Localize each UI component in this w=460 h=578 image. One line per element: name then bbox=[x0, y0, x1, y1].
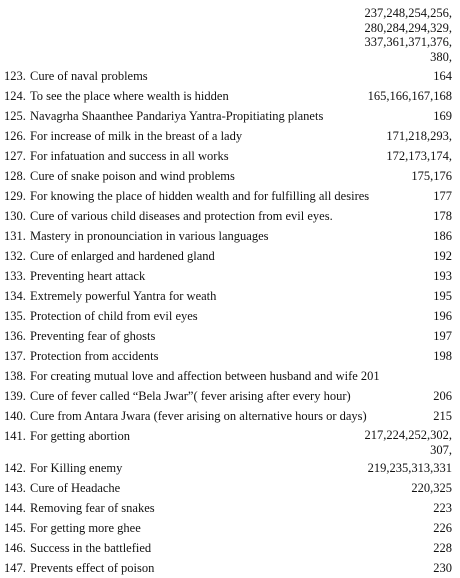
entry-page-numbers bbox=[433, 520, 452, 536]
entry-page-numbers bbox=[433, 288, 452, 304]
entry-page-numbers bbox=[433, 500, 452, 516]
index-entry bbox=[0, 388, 460, 406]
page-numbers-line: 217,224,252,302, bbox=[364, 428, 452, 442]
page-numbers-line: 169 bbox=[433, 109, 452, 123]
entry-page-numbers bbox=[433, 308, 452, 324]
index-entry bbox=[0, 460, 460, 478]
page-numbers-line: 337,361,371,376, bbox=[364, 35, 452, 49]
page-numbers-line: 195 bbox=[433, 289, 452, 303]
index-entry bbox=[0, 428, 460, 457]
page-numbers-line: 193 bbox=[433, 269, 452, 283]
page-numbers-line: 172,173,174, bbox=[386, 149, 452, 163]
entry-page-numbers bbox=[386, 128, 452, 144]
page-numbers-line: 237,248,254,256, bbox=[364, 6, 452, 20]
page-numbers-line: 175,176 bbox=[411, 169, 452, 183]
entry-number: 145. bbox=[4, 521, 26, 535]
page-numbers-line: 192 bbox=[433, 249, 452, 263]
entry-number: 131. bbox=[4, 229, 26, 243]
entry-number: 130. bbox=[4, 209, 26, 223]
entry-title: For Killing enemy bbox=[30, 461, 123, 475]
entry-number: 134. bbox=[4, 289, 26, 303]
page-numbers-line: 186 bbox=[433, 229, 452, 243]
page-numbers-line: 177 bbox=[433, 189, 452, 203]
index-entry bbox=[0, 228, 460, 246]
page-numbers-line: 380, bbox=[430, 49, 452, 64]
entry-number: 126. bbox=[4, 129, 26, 143]
index-entry bbox=[0, 288, 460, 306]
entry-number: 144. bbox=[4, 501, 26, 515]
entry-number: 142. bbox=[4, 461, 26, 475]
entry-title: Cure of various child diseases and protection from evil eyes. bbox=[30, 209, 333, 223]
entry-title: Cure from Antara Jwara (fever arising on alternative hours or days) bbox=[30, 409, 367, 423]
page-numbers-line: 280,284,294,329, bbox=[364, 20, 452, 35]
entry-page-numbers bbox=[433, 188, 452, 204]
entry-title: Protection from accidents bbox=[30, 349, 159, 363]
index-entry bbox=[0, 148, 460, 166]
continuation-page-numbers bbox=[302, 6, 452, 64]
entry-number: 139. bbox=[4, 389, 26, 403]
page-numbers-line: 196 bbox=[433, 309, 452, 323]
page-numbers-line: 171,218,293, bbox=[386, 129, 452, 143]
entry-number: 137. bbox=[4, 349, 26, 363]
entry-title: For increase of milk in the breast of a lady bbox=[30, 129, 243, 143]
page-numbers-line: 215 bbox=[433, 409, 452, 423]
entry-title: Cure of Headache bbox=[30, 481, 121, 495]
entry-title: For getting more ghee bbox=[30, 521, 141, 535]
page-numbers-line: 307, bbox=[430, 442, 452, 457]
entry-page-numbers bbox=[411, 168, 452, 184]
entry-number: 125. bbox=[4, 109, 26, 123]
index-entry bbox=[0, 168, 460, 186]
entry-number: 143. bbox=[4, 481, 26, 495]
entry-title: Cure of fever called “Bela Jwar”( fever arising after every hour) bbox=[30, 389, 351, 403]
entry-title: Extremely powerful Yantra for weath bbox=[30, 289, 217, 303]
page-numbers-line: 178 bbox=[433, 209, 452, 223]
entry-page-numbers bbox=[433, 388, 452, 404]
page-numbers-line: 220,325 bbox=[411, 481, 452, 495]
entry-page-numbers bbox=[433, 68, 452, 84]
entry-title: For getting abortion bbox=[30, 429, 130, 443]
entry-title: Cure of enlarged and hardened gland bbox=[30, 249, 215, 263]
entry-title: Mastery in pronounciation in various languages bbox=[30, 229, 269, 243]
entry-title: Navagrha Shaanthee Pandariya Yantra-Propitiating planets bbox=[30, 109, 324, 123]
page-numbers-line: 223 bbox=[433, 501, 452, 515]
page-numbers-line: 198 bbox=[433, 349, 452, 363]
page-numbers-line: 164 bbox=[433, 69, 452, 83]
index-entry bbox=[0, 500, 460, 518]
entry-title: Protection of child from evil eyes bbox=[30, 309, 198, 323]
index-entry bbox=[0, 560, 460, 578]
entry-number: 135. bbox=[4, 309, 26, 323]
index-entry bbox=[0, 520, 460, 538]
entry-page-numbers bbox=[433, 348, 452, 364]
index-entry bbox=[0, 268, 460, 286]
entry-page-numbers bbox=[433, 108, 452, 124]
entry-title: For infatuation and success in all works bbox=[30, 149, 229, 163]
entry-title: For creating mutual love and affection between husband and wife 201 bbox=[30, 369, 380, 383]
entry-number: 136. bbox=[4, 329, 26, 343]
entry-page-numbers bbox=[433, 228, 452, 244]
entry-number: 124. bbox=[4, 89, 26, 103]
entry-number: 127. bbox=[4, 149, 26, 163]
index-entry bbox=[0, 540, 460, 558]
page-numbers-line: 226 bbox=[433, 521, 452, 535]
index-entry bbox=[0, 308, 460, 326]
index-entry bbox=[0, 188, 460, 206]
page-numbers-line: 228 bbox=[433, 541, 452, 555]
entry-title: For knowing the place of hidden wealth and for fulfilling all desires bbox=[30, 189, 370, 203]
index-entry bbox=[0, 368, 460, 386]
index-entry bbox=[0, 88, 460, 106]
entry-number: 132. bbox=[4, 249, 26, 263]
index-entry bbox=[0, 408, 460, 426]
entry-number: 147. bbox=[4, 561, 26, 575]
index-entry bbox=[0, 68, 460, 86]
index-entry bbox=[0, 348, 460, 366]
index-entry bbox=[0, 248, 460, 266]
entry-title: Success in the battlefied bbox=[30, 541, 152, 555]
page-numbers-line: 230 bbox=[433, 561, 452, 575]
entry-page-numbers bbox=[433, 540, 452, 556]
entry-page-numbers bbox=[411, 480, 452, 496]
entry-title: Cure of snake poison and wind problems bbox=[30, 169, 235, 183]
page-numbers-line: 197 bbox=[433, 329, 452, 343]
entry-title: Prevents effect of poison bbox=[30, 561, 155, 575]
index-entry bbox=[0, 128, 460, 146]
entry-number: 128. bbox=[4, 169, 26, 183]
entry-title: Preventing heart attack bbox=[30, 269, 146, 283]
entry-page-numbers bbox=[433, 248, 452, 264]
page-numbers-line: 165,166,167,168 bbox=[367, 89, 452, 103]
entry-number: 123. bbox=[4, 69, 26, 83]
entry-page-numbers bbox=[368, 460, 452, 476]
entry-page-numbers bbox=[433, 268, 452, 284]
entry-page-numbers bbox=[386, 148, 452, 164]
page-numbers-line: 206 bbox=[433, 389, 452, 403]
entry-number: 133. bbox=[4, 269, 26, 283]
entry-page-numbers bbox=[433, 328, 452, 344]
index-entry bbox=[0, 480, 460, 498]
index-entry bbox=[0, 208, 460, 226]
entry-number: 138. bbox=[4, 369, 26, 383]
entry-page-numbers bbox=[368, 88, 452, 104]
entry-title: To see the place where wealth is hidden bbox=[30, 89, 229, 103]
index-entry bbox=[0, 328, 460, 346]
entry-page-numbers bbox=[365, 428, 453, 457]
entry-title: Preventing fear of ghosts bbox=[30, 329, 156, 343]
index-entry bbox=[0, 108, 460, 126]
entry-number: 140. bbox=[4, 409, 26, 423]
entry-number: 146. bbox=[4, 541, 26, 555]
entry-number: 129. bbox=[4, 189, 26, 203]
entry-page-numbers bbox=[433, 408, 452, 424]
entry-page-numbers bbox=[433, 208, 452, 224]
entry-title: Cure of naval problems bbox=[30, 69, 148, 83]
entry-title: Removing fear of snakes bbox=[30, 501, 155, 515]
entry-number: 141. bbox=[4, 429, 26, 443]
page-numbers-line: 219,235,313,331 bbox=[367, 461, 452, 475]
